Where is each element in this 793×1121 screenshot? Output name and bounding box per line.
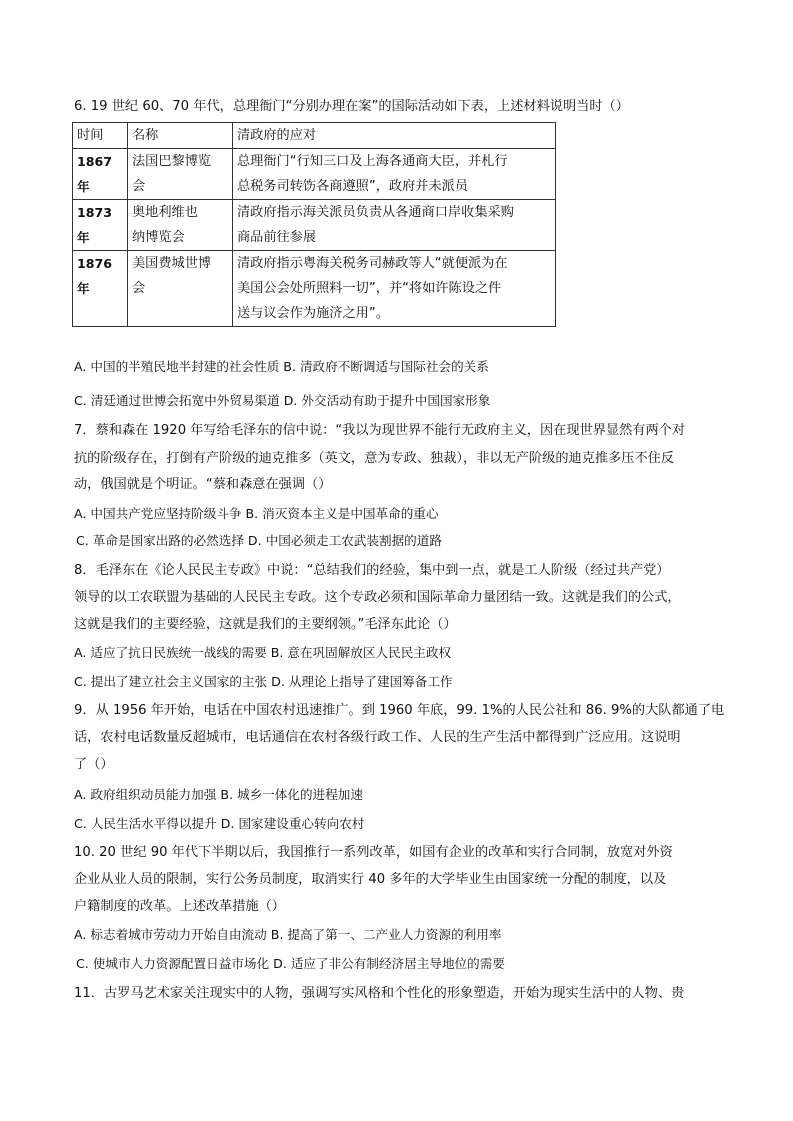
table-row	[73, 200, 556, 251]
header-name: 名称	[128, 123, 233, 149]
row-name	[128, 149, 233, 200]
response-line: 送与议会作为施济之用”。	[237, 306, 389, 321]
q8-option-line: A. 适应了抗日民族统一战线的需要 B. 意在巩固解放区人民民主政权	[74, 645, 452, 660]
q8-stem-line: 领导的以工农联盟为基础的人民民主专政。这个专政必须和国际革命力量团结一致。这就是我们的公式，	[74, 590, 681, 605]
q9-option-line: A. 政府组织动员能力加强 B. 城乡一体化的进程加速	[74, 787, 363, 802]
q6-table	[72, 122, 556, 327]
table-row	[73, 251, 556, 327]
row-year: 1876 年	[73, 251, 128, 327]
q7-stem-line: 抗的阶级存在，打倒有产阶级的迪克推多（英文，意为专政、独裁），非以无产阶级的迪克推多压不住反	[74, 451, 675, 466]
row-name	[128, 200, 233, 251]
q9-stem-line: 了（）	[74, 757, 114, 772]
name-line: 会	[132, 179, 146, 194]
q7-option-line: C. 革命是国家出路的必然选择 D. 中国必须走工农武装割据的道路	[76, 533, 442, 548]
response-line: 清政府指示粤海关税务司赫政等人“就便派为在	[237, 256, 508, 271]
q6-stem: 6. 19 世纪 60、70 年代，总理衙门“分别办理在案”的国际活动如下表，上述材料说明当时（）	[74, 99, 629, 114]
name-line: 美国费城世博	[132, 256, 212, 271]
name-line: 法国巴黎博览	[132, 154, 212, 169]
response-line: 总税务司转饬各商遵照”，政府并未派员	[237, 179, 469, 194]
name-line: 会	[132, 281, 146, 296]
name-line: 奥地利维也	[132, 205, 198, 220]
row-year: 1867 年	[73, 149, 128, 200]
table-row	[73, 149, 556, 200]
q8-option-line: C. 提出了建立社会主义国家的主张 D. 从理论上指导了建国筹备工作	[74, 674, 453, 689]
row-response	[233, 251, 556, 327]
response-line: 美国公会处所照料一切”，并“将如许陈设之件	[237, 281, 502, 296]
q9-stem-line: 9．从 1956 年开始，电话在中国农村迅速推广。到 1960 年底，99. 1%的人民公社和 86. 9%的大队都通了电	[74, 703, 725, 718]
q9-stem-line: 话，农村电话数量反超城市，电话通信在农村各级行政工作、人民的生产生活中都得到广泛应用。这说明	[74, 730, 681, 745]
q7-option-line: A. 中国共产党应坚持阶级斗争 B. 消灭资本主义是中国革命的重心	[74, 506, 439, 521]
q7-stem-line: 动，俄国就是个明证。“蔡和森意在强调（）	[74, 477, 332, 492]
response-line: 总理衙门“行知三口及上海各通商大臣，并札行	[237, 154, 508, 169]
table-header-row	[73, 123, 556, 149]
header-time: 时间	[73, 123, 128, 149]
q11-stem-line: 11．古罗马艺术家关注现实中的人物，强调写实风格和个性化的形象塑造，开始为现实生活中的人物、贵	[74, 986, 685, 1001]
row-response	[233, 200, 556, 251]
q6-option-line: A. 中国的半殖民地半封建的社会性质 B. 清政府不断调适与国际社会的关系	[74, 359, 489, 374]
row-name	[128, 251, 233, 327]
q7-stem-line: 7．蔡和森在 1920 年写给毛泽东的信中说：“我以为现世界不能行无政府主义，因在现世界显然有两个对	[74, 423, 686, 438]
row-year: 1873 年	[73, 200, 128, 251]
q10-stem-line: 户籍制度的改革。上述改革措施（）	[74, 899, 285, 914]
q8-stem-line: 8．毛泽东在《论人民民主专政》中说：“总结我们的经验，集中到一点，就是工人阶级（经过共产党）	[74, 563, 670, 578]
response-line: 清政府指示海关派员负责从各通商口岸收集采购	[237, 205, 514, 220]
name-line: 纳博览会	[132, 230, 185, 245]
q10-option-line: A. 标志着城市劳动力开始自由流动 B. 提高了第一、二产业人力资源的利用率	[74, 927, 502, 942]
row-response	[233, 149, 556, 200]
q8-stem-line: 这就是我们的主要经验，这就是我们的主要纲领。”毛泽东此论（）	[74, 617, 457, 632]
q10-stem-line: 企业从业人员的限制，实行公务员制度，取消实行 40 多年的大学毕业生由国家统一分配的制度，以及	[74, 872, 667, 887]
q10-option-line: C. 使城市人力资源配置日益市场化 D. 适应了非公有制经济居主导地位的需要	[76, 956, 505, 971]
header-response: 清政府的应对	[233, 123, 556, 149]
response-line: 商品前往参展	[237, 230, 317, 245]
q10-stem-line: 10. 20 世纪 90 年代下半期以后，我国推行一系列改革，如国有企业的改革和实行合同制，放宽对外资	[74, 845, 673, 860]
q6-option-line: C. 清廷通过世博会拓宽中外贸易渠道 D. 外交活动有助于提升中国国家形象	[74, 393, 491, 408]
q9-option-line: C. 人民生活水平得以提升 D. 国家建设重心转向农村	[74, 816, 365, 831]
